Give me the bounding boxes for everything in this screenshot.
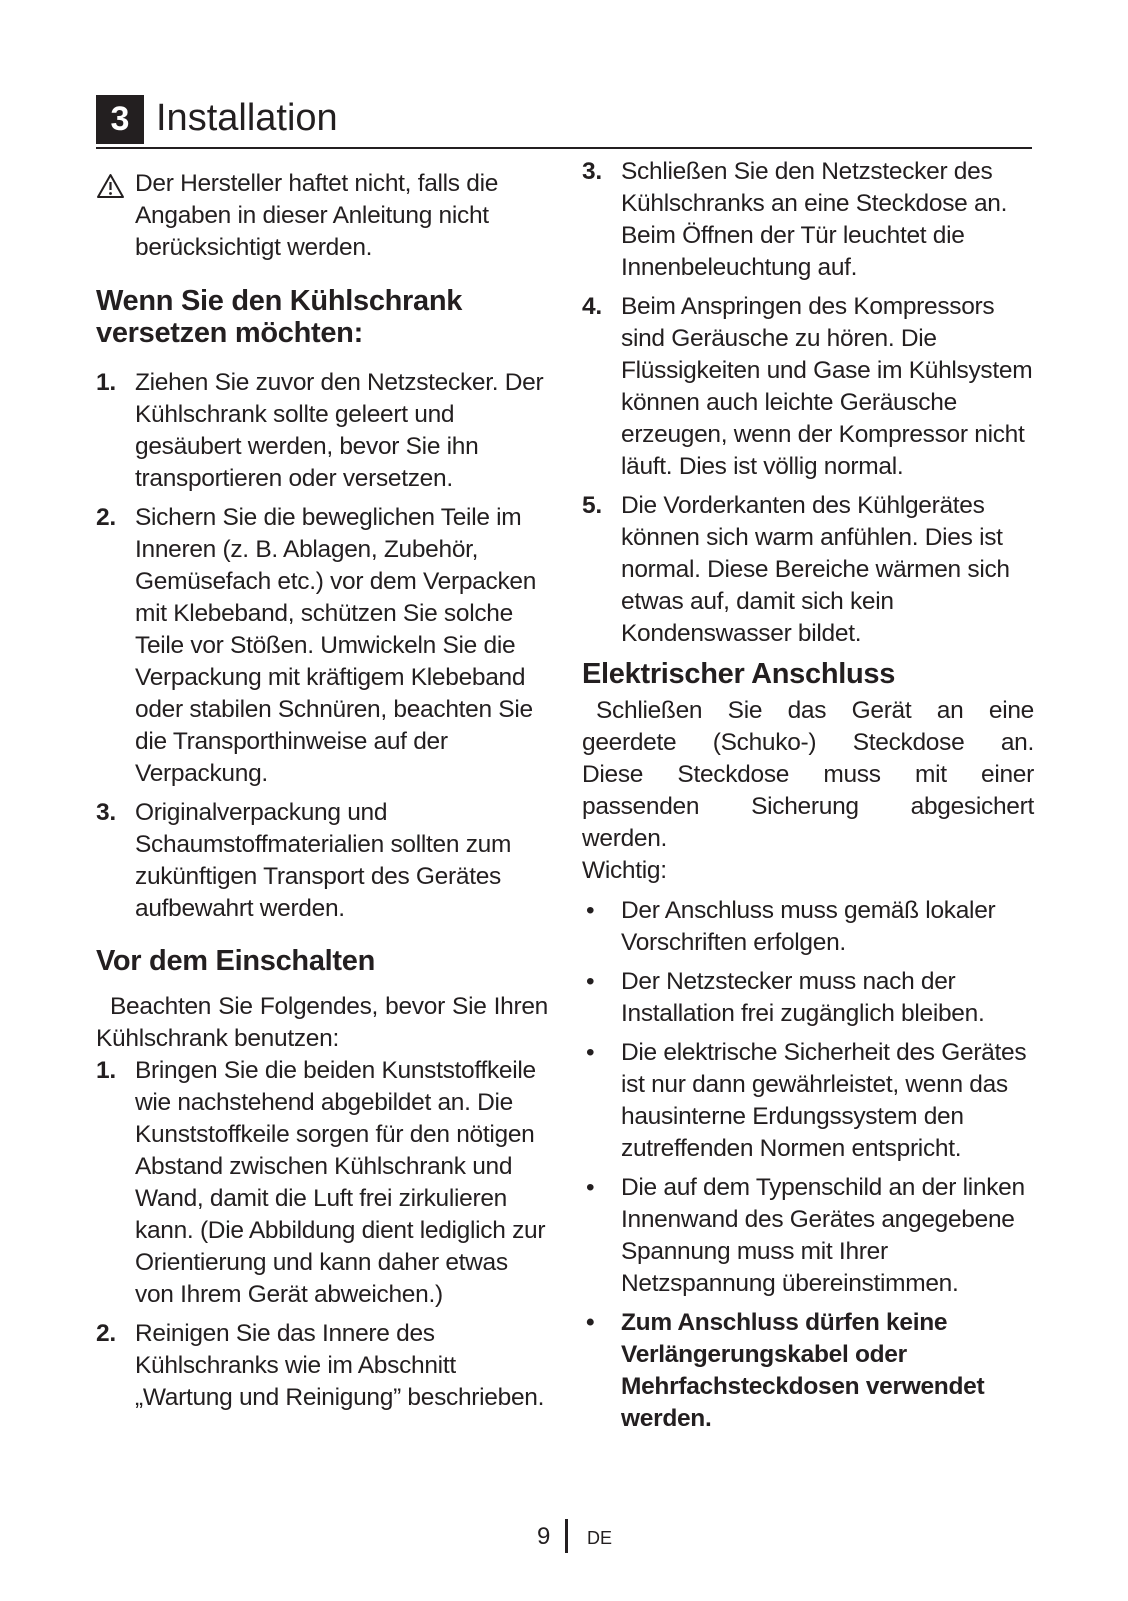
section-heading-moving: Wenn Sie den Kühlschrank versetzen möchten:	[96, 285, 463, 349]
step-text: Bringen Sie die beiden Kunststoffkeile wie nachstehend abgebildet an. Die Kunststoffkeile sorgen für den nötigen Abstand zwischen Kühlschrank und Wand, damit die Luft frei zirkulieren kann. (Die Abbildung dient lediglich zur Orientierung und kann daher etwas von Ihrem Gerät abweichen.)	[135, 1057, 546, 1308]
section-heading-electrical: Elektrischer Anschluss	[582, 658, 896, 690]
step-text: Reinigen Sie das Innere des Kühlschranks wie im Abschnitt „Wartung und Reinigung” beschrieben.	[135, 1320, 545, 1411]
right-column	[582, 156, 1034, 1435]
step-text: Die Vorderkanten des Kühlgerätes können sich warm anfühlen. Dies ist normal. Diese Bereiche wärmen sich etwas auf, damit sich kein Kondenswasser bildet.	[621, 492, 1010, 647]
before-step	[96, 1055, 548, 1311]
page-number: 9	[537, 1523, 551, 1550]
page-footer	[0, 1519, 1128, 1555]
moving-steps	[96, 367, 548, 925]
bullet-icon: •	[586, 1039, 595, 1066]
electrical-bullets	[582, 895, 1034, 1435]
before-step	[96, 1318, 548, 1414]
left-column	[96, 164, 548, 1414]
continued-step	[582, 291, 1034, 483]
bullet-item	[582, 1037, 1034, 1165]
important-label: Wichtig:	[582, 857, 667, 884]
bullet-item-bold	[582, 1307, 1034, 1435]
chapter-title: Installation	[156, 97, 338, 139]
continued-steps	[582, 156, 1034, 650]
bullet-text-bold: Zum Anschluss dürfen keine Verlängerungskabel oder Mehrfachsteckdosen verwendet werden.	[621, 1309, 985, 1432]
bullet-text: Der Anschluss muss gemäß lokaler Vorschriften erfolgen.	[621, 897, 996, 956]
bullet-item	[582, 895, 1034, 959]
bullet-icon: •	[586, 968, 595, 995]
step-number: 2.	[96, 504, 116, 531]
moving-step	[96, 797, 548, 925]
bullet-text: Die auf dem Typenschild an der linken Innenwand des Gerätes angegebene Spannung muss mit Ihrer Netzspannung übereinstimmen.	[621, 1174, 1025, 1297]
step-text: Beim Anspringen des Kompressors sind Geräusche zu hören. Die Flüssigkeiten und Gase im Kühlsystem können auch leichte Geräusche erzeugen, wenn der Kompressor nicht läuft. Dies ist völlig normal.	[621, 293, 1033, 480]
chapter-number: 3	[96, 95, 144, 144]
bullet-icon: •	[586, 897, 595, 924]
language-code: DE	[587, 1528, 613, 1548]
warning-note	[96, 168, 548, 264]
step-number: 4.	[582, 293, 602, 320]
step-number: 1.	[96, 1057, 116, 1084]
warning-text: Der Hersteller haftet nicht, falls die Angaben in dieser Anleitung nicht berücksichtigt werden.	[135, 170, 499, 261]
moving-step	[96, 367, 548, 495]
bullet-text: Die elektrische Sicherheit des Gerätes ist nur dann gewährleistet, wenn das hausinterne Erdungssystem den zutreffenden Normen entspricht.	[621, 1039, 1027, 1162]
step-number: 3.	[582, 158, 602, 185]
step-number: 1.	[96, 369, 116, 396]
step-text: Originalverpackung und Schaumstoffmaterialien sollten zum zukünftigen Transport des Gerätes aufbewahrt werden.	[135, 799, 512, 922]
section-heading-before: Vor dem Einschalten	[96, 945, 376, 977]
step-number: 5.	[582, 492, 602, 519]
step-number: 3.	[96, 799, 116, 826]
bullet-text: Der Netzstecker muss nach der Installation frei zugänglich bleiben.	[621, 968, 985, 1027]
bullet-item	[582, 966, 1034, 1030]
continued-step	[582, 490, 1034, 650]
moving-step	[96, 502, 548, 790]
chapter-header	[96, 95, 1032, 149]
electrical-intro: Schließen Sie das Gerät an eine geerdete (Schuko-) Steckdose an. Diese Steckdose muss mit einer passenden Sicherung abgesichert werden.	[582, 697, 1034, 852]
bullet-item	[582, 1172, 1034, 1300]
step-number: 2.	[96, 1320, 116, 1347]
bullet-icon: •	[586, 1174, 595, 1201]
step-text: Sichern Sie die beweglichen Teile im Inneren (z. B. Ablagen, Zubehör, Gemüsefach etc.) vor dem Verpacken mit Klebeband, schützen Sie solche Teile vor Stößen. Umwickeln Sie die Verpackung mit kräftigem Klebeband oder stabilen Schnüren, beachten Sie die Transporthinweise auf der Verpackung.	[135, 504, 537, 787]
footer-divider	[565, 1519, 568, 1553]
before-intro: Beachten Sie Folgendes, bevor Sie Ihren Kühlschrank benutzen:	[96, 993, 548, 1052]
warning-icon	[96, 173, 125, 199]
continued-step	[582, 156, 1034, 284]
bullet-icon: •	[586, 1309, 595, 1336]
before-steps	[96, 1055, 548, 1414]
step-text: Schließen Sie den Netzstecker des Kühlschranks an eine Steckdose an. Beim Öffnen der Tür leuchtet die Innenbeleuchtung auf.	[621, 158, 1008, 281]
step-text: Ziehen Sie zuvor den Netzstecker. Der Kühlschrank sollte geleert und gesäubert werden, bevor Sie ihn transportieren oder versetzen.	[135, 369, 544, 492]
